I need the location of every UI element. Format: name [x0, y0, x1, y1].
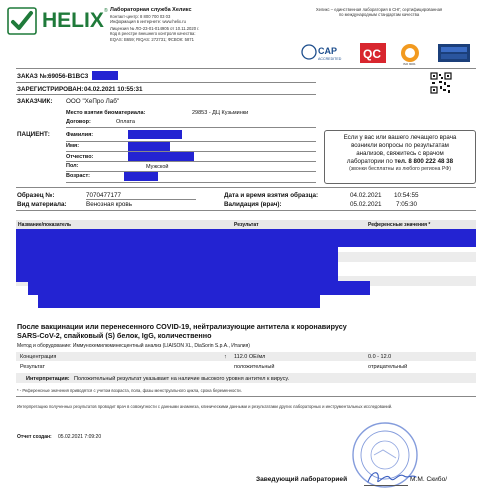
interpretation-value: Положительный результат указывает на наличие высокого уровня антител к вирусу.	[74, 376, 290, 382]
order-label: ЗАКАЗ №:	[17, 73, 49, 80]
order-divider	[16, 82, 316, 83]
customer-value: ООО "ХеПро Лаб"	[66, 98, 120, 105]
report-created-label: Отчет создан:	[17, 434, 52, 440]
material-value: Венозная кровь	[86, 201, 133, 208]
info-line-2: возникли вопросы по результатам	[351, 142, 449, 150]
patient-divider-4	[66, 171, 316, 172]
signature	[364, 466, 420, 488]
certificates-row	[300, 42, 478, 64]
patient-divider-3	[66, 161, 316, 162]
signature-icon	[364, 466, 420, 488]
lab-info	[110, 7, 199, 42]
register-line-1: Код в реестре внешнего контроля качества:	[110, 31, 196, 37]
iso-9001-icon	[401, 44, 419, 66]
age-label: Возраст:	[66, 173, 90, 179]
concentration-arrow: ↑	[224, 354, 227, 360]
head-of-lab-label: Заведующий лабораторией	[256, 476, 348, 483]
logo-text: HELIX	[42, 9, 104, 32]
tagline-line-2: по международным стандартам качества	[338, 12, 420, 18]
taken-date: 04.02.2021	[350, 192, 382, 199]
test-title-line-1: После вакцинации или перенесенного COVID-19, нейтрализующие антитела к коронавирусу	[17, 322, 347, 331]
report-created-value: 05.02.2021 7:09:20	[58, 434, 102, 440]
qr-code-icon	[430, 72, 452, 94]
contact-center: Контакт-центр: 8 800 700 03 03	[110, 13, 171, 19]
info-line-5: (звонки бесплатны из любого региона РФ)	[349, 166, 451, 173]
certificate-logos	[300, 42, 478, 66]
tagline-line-1: Хеликс – единственная лаборатория в СНГ, сертифицированная	[315, 7, 443, 12]
svg-text:ISO 9001: ISO 9001	[403, 62, 416, 66]
redacted-results-1	[16, 229, 476, 247]
sample-label: Образец №:	[17, 192, 55, 199]
svg-text:ACCREDITED: ACCREDITED	[318, 57, 342, 61]
redacted-name	[128, 142, 170, 151]
place-label: Место взятия биоматериала:	[66, 110, 146, 116]
patient-label: ПАЦИЕНТ:	[17, 131, 50, 138]
sex-value: Мужской	[146, 164, 169, 170]
validation-date: 05.02.2021	[350, 201, 382, 208]
doctor-contact-box	[324, 130, 476, 184]
redacted-order-suffix	[92, 71, 118, 80]
surname-label: Фамилия:	[66, 132, 94, 138]
registered-value: 04.02.2021 10:55:31	[84, 86, 143, 93]
register-line-2: EQAS: B659; RIQAS: 272731; ФСВОК: 5871	[110, 36, 194, 42]
redacted-age	[124, 172, 158, 181]
customer-label: ЗАКАЗЧИК:	[17, 98, 53, 105]
info-line-4-prefix: лаборатории по	[346, 158, 393, 166]
sample-top-divider	[16, 187, 476, 188]
concentration-result: 112.0 ОЕ/мл	[234, 354, 266, 360]
svg-text:QC: QC	[363, 47, 381, 61]
website: Информация в интернете: www.helix.ru	[110, 18, 186, 24]
patient-divider-2	[66, 151, 316, 152]
info-line-4	[325, 158, 475, 166]
sample-bottom-divider	[16, 210, 476, 211]
redacted-results-4	[38, 294, 320, 308]
concentration-name: Концентрация	[20, 354, 57, 360]
redacted-results-2	[16, 246, 338, 282]
lab-name: Лабораторная служба Хеликс	[110, 7, 192, 13]
svg-text:CAP: CAP	[318, 46, 338, 56]
qualitative-name: Результат	[20, 364, 46, 370]
taken-time: 10:54:55	[394, 192, 419, 199]
header-divider	[16, 68, 476, 69]
material-label: Вид материала:	[17, 201, 67, 208]
registered-label: ЗАРЕГИСТРИРОВАН:	[17, 86, 84, 93]
qualitative-result: положительный	[234, 364, 275, 370]
sample-value: 7070477177	[86, 192, 122, 199]
place-value: 29853 - ДЦ Кузьминки	[192, 110, 249, 116]
registered-divider	[16, 94, 316, 95]
validation-label: Валидация (врач):	[224, 201, 282, 208]
col-reference-header: Референсные значения *	[368, 222, 431, 228]
patronymic-label: Отчество:	[66, 154, 94, 160]
concentration-reference: 0.0 - 12.0	[368, 354, 392, 360]
info-line-3: анализов, свяжитесь с врачом	[356, 150, 444, 158]
reference-footnote: * - Референсные значения приводятся с учетом возраста, пола, фазы менструального цикла, срока беременности.	[17, 388, 242, 393]
disclaimer: Интерпретацию полученных результатов проводит врач в совокупности с данными анамнеза, клиническими данными и результатами других лабораторных и инструментальных исследований.	[17, 404, 393, 409]
sex-label: Пол:	[66, 163, 79, 169]
patient-divider-5	[66, 182, 316, 183]
tagline	[282, 7, 476, 18]
contract-label: Договор:	[66, 119, 91, 125]
global-award-icon	[438, 44, 470, 62]
logo-registered-mark: ®	[104, 8, 108, 14]
qr-code	[430, 72, 452, 94]
col-name-header: Название/показатель	[18, 222, 72, 228]
license: Лицензия № ЛО-23-01-014905 от 10.11.2020 г.	[110, 26, 200, 32]
head-of-lab-name: М.М. Скибо/	[410, 476, 448, 483]
sample-row-divider	[86, 199, 196, 200]
contract-divider	[66, 127, 316, 128]
qc-badge-icon	[360, 43, 386, 63]
validation-time: 7:05:30	[396, 201, 418, 208]
helix-logo-icon	[6, 6, 42, 36]
taken-label: Дата и время взятия образца:	[224, 192, 319, 199]
cap-accredited-icon	[302, 45, 342, 61]
info-phone: тел. 8 800 222 48 38	[394, 158, 454, 166]
col-result-header: Результат	[234, 222, 259, 228]
contract-value: Оплата	[116, 119, 135, 125]
test-title-line-2: SARS-CoV-2, спайковый (S) белок, IgG, количественно	[17, 331, 212, 340]
redacted-surname	[128, 130, 182, 139]
redacted-results-3	[28, 281, 370, 295]
qualitative-reference: отрицательный	[368, 364, 408, 370]
info-line-1: Если у вас или вашего лечащего врача	[343, 134, 457, 141]
name-label: Имя:	[66, 143, 80, 149]
order-number: 69056-B1BC3	[48, 73, 89, 80]
test-method: Метод и оборудование: Иммунохемилюминесцентный анализ (LIAISON XL, DiaSorin S.p.A., Италия)	[17, 343, 250, 349]
patient-divider-1	[66, 141, 316, 142]
footnote-divider	[16, 396, 476, 397]
interpretation-label: Интерпретация:	[26, 376, 70, 382]
